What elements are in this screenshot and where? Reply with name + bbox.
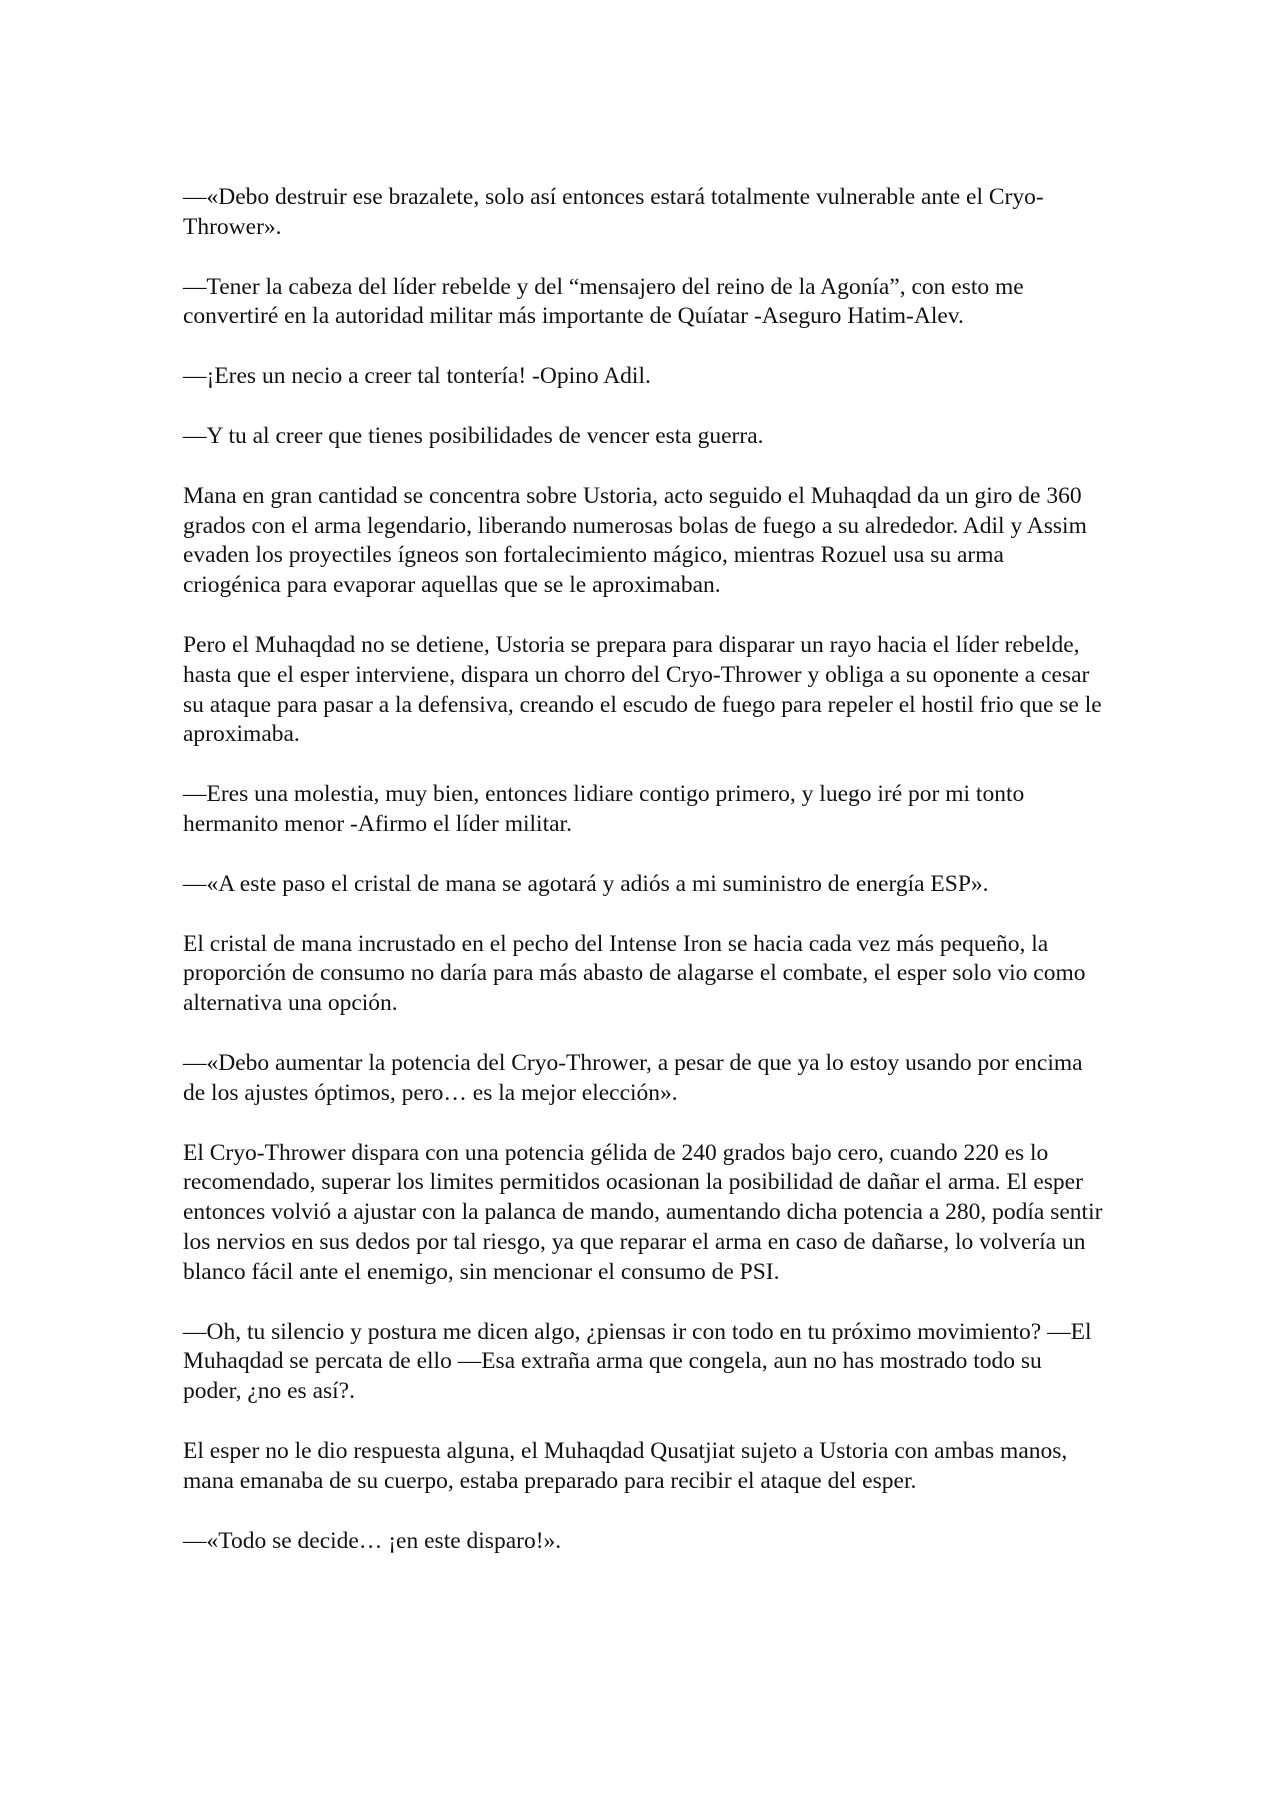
paragraph-4: —Y tu al creer que tienes posibilidades de vencer esta guerra.: [183, 422, 764, 449]
paragraph-6: Pero el Muhaqdad no se detiene, Ustoria se prepara para disparar un rayo hacia el líder rebelde, hasta que el esper interviene, dispara un chorro del Cryo-Thrower y obliga a su oponente a cesar su ataque para pasar a la defensiva, creando el escudo de fuego para repeler el hostil frio que se le aproximaba.: [183, 631, 1102, 748]
paragraph-14: —«Todo se decide… ¡en este disparo!».: [183, 1527, 562, 1554]
paragraph-5: Mana en gran cantidad se concentra sobre Ustoria, acto seguido el Muhaqdad da un giro de 360 grados con el arma legendario, liberando numerosas bolas de fuego a su alrededor. Adil y Assim evaden los proyectiles ígneos son fortalecimiento mágico, mientras Rozuel usa su arma criogénica para evaporar aquellas que se le aproximaban.: [183, 482, 1087, 599]
paragraph-12: —Oh, tu silencio y postura me dicen algo, ¿piensas ir con todo en tu próximo movimiento? —El Muhaqdad se percata de ello —Esa extraña arma que congela, aun no has mostrado todo su poder, ¿no es así?.: [183, 1318, 1092, 1405]
paragraph-9: El cristal de mana incrustado en el pecho del Intense Iron se hacia cada vez más pequeño, la proporción de consumo no daría para más abasto de alagarse el combate, el esper solo vio como alternativa una opción.: [183, 930, 1086, 1017]
document-body: [183, 183, 1103, 1556]
paragraph-3: —¡Eres un necio a creer tal tontería! -Opino Adil.: [183, 363, 651, 390]
paragraph-11: El Cryo-Thrower dispara con una potencia gélida de 240 grados bajo cero, cuando 220 es lo recomendado, superar los limites permitidos ocasionan la posibilidad de dañar el arma. El esper entonces volvió a ajustar con la palanca de mando, aumentando dicha potencia a 280, podía sentir los nervios en sus dedos por tal riesgo, ya que reparar el arma en caso de dañarse, lo volvería un blanco fácil ante el enemigo, sin mencionar el consumo de PSI.: [183, 1139, 1103, 1285]
paragraph-13: El esper no le dio respuesta alguna, el Muhaqdad Qusatjiat sujeto a Ustoria con ambas manos, mana emanaba de su cuerpo, estaba preparado para recibir el ataque del esper.: [183, 1437, 1068, 1494]
paragraph-10: —«Debo aumentar la potencia del Cryo-Thrower, a pesar de que ya lo estoy usando por encima de los ajustes óptimos, pero… es la mejor elección».: [183, 1049, 1083, 1106]
paragraph-8: —«A este paso el cristal de mana se agotará y adiós a mi suministro de energía ESP».: [183, 870, 989, 897]
paragraph-1: —«Debo destruir ese brazalete, solo así entonces estará totalmente vulnerable ante el Cryo-Thrower».: [183, 184, 1044, 240]
paragraph-2: —Tener la cabeza del líder rebelde y del “mensajero del reino de la Agonía”, con esto me convertiré en la autoridad militar más importante de Quíatar -Aseguro Hatim-Alev.: [183, 273, 1024, 330]
paragraph-7: —Eres una molestia, muy bien, entonces lidiare contigo primero, y luego iré por mi tonto hermanito menor -Afirmo el líder militar.: [183, 781, 1025, 837]
